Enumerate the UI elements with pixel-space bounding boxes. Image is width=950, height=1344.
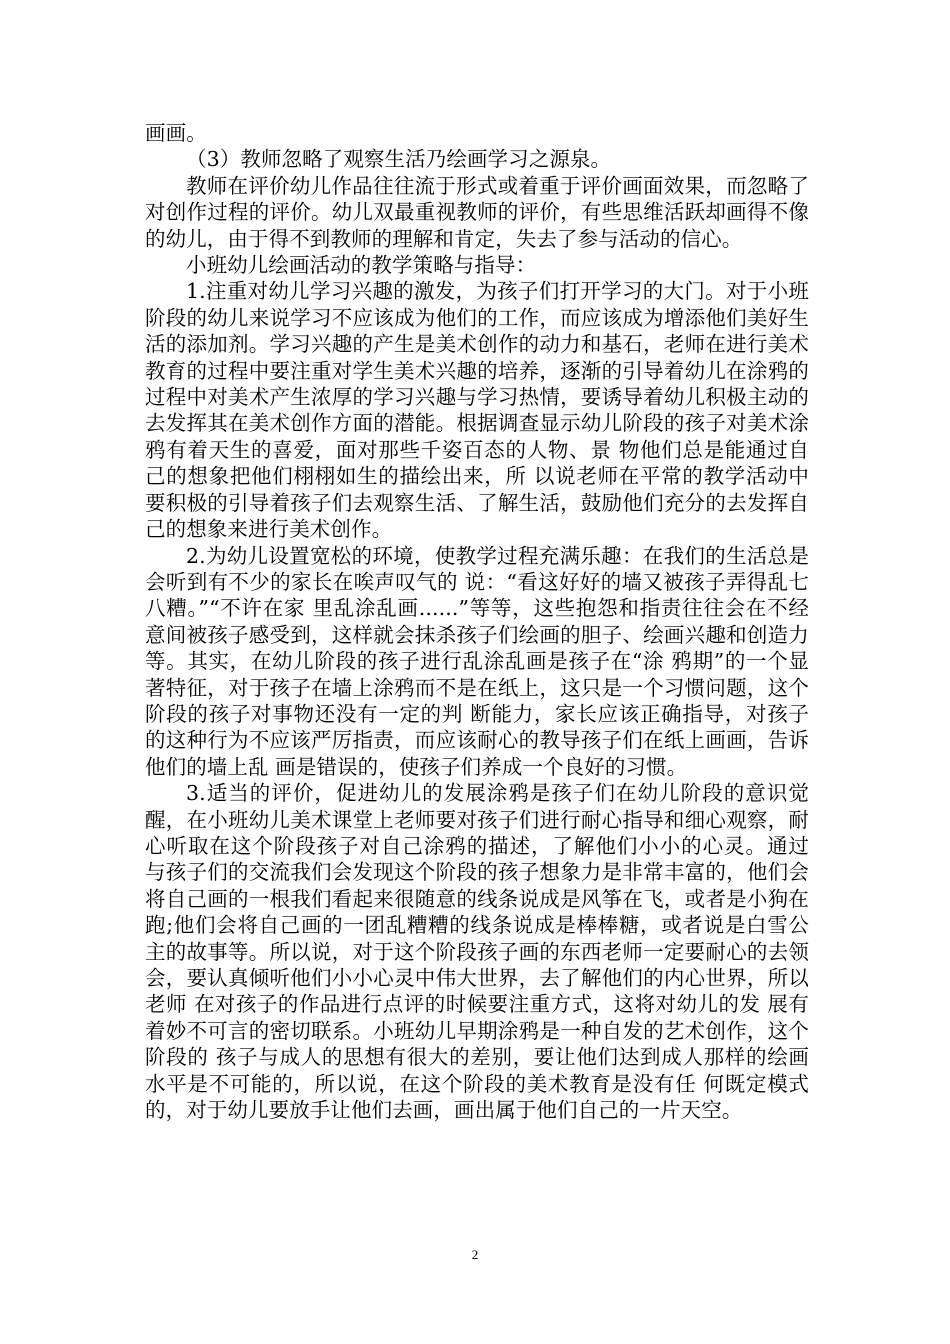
document-body bbox=[145, 120, 816, 1123]
paragraph-strategy-2: 2.为幼儿设置宽松的环境，使教学过程充满乐趣：在我们的生活总是会听到有不少的家长在唉声叹气的 说：“看这好好的墙又被孩子弄得乱七八糟。”“不许在家 里乱涂乱画......”等等，这些抱怨和指责往往会在不经意间被孩子感受到，这样就会抹杀孩子们绘画的胆子、绘画兴趣和创造力等。其实，在幼儿阶段的孩子进行乱涂乱画是孩子在“涂 鸦期”的一个显著特征，对于孩子在墙上涂鸦而不是在纸上，这只是一个习惯问题，这个阶段的孩子对事物还没有一定的判 断能力，家长应该正确指导，对孩子的这种行为不应该严厉指责，而应该耐心的教导孩子们在纸上画画，告诉他们的墙上乱 画是错误的，使孩子们养成一个良好的习惯。 bbox=[145, 543, 809, 779]
page-number: 2 bbox=[471, 1247, 479, 1262]
paragraph-strategy-3: 3.适当的评价，促进幼儿的发展涂鸦是孩子们在幼儿阶段的意识觉醒，在小班幼儿美术课堂上老师要对孩子们进行耐心指导和细心观察，耐心听取在这个阶段孩子对自己涂鸦的描述，了解他们小小的心灵。通过 与孩子们的交流我们会发现这个阶段的孩子想象力是非常丰富的，他们会将自己画的一根我们看起来很随意的线条说成是风筝在飞，或者是小狗在跑;他们会将自己画的一团乱糟糟的线条说成是棒棒糖，或者说是白雪公主的故事等。所以说，对于这个阶段孩子画的东西老师一定要耐心的去领会，要认真倾听他们小小心灵中伟大世界，去了解他们的内心世界，所以老师 在对孩子的作品进行点评的时候要注重方式，这将对幼儿的发 展有着妙不可言的密切联系。小班幼儿早期涂鸦是一种自发的艺术创作，这个阶段的 孩子与成人的思想有很大的差别，要让他们达到成人那样的绘画水平是不可能的，所以说，在这个阶段的美术教育是没有任 何既定模式的，对于幼儿要放手让他们去画，画出属于他们自己的一片天空。 bbox=[145, 781, 816, 1123]
paragraph-evaluation: 教师在评价幼儿作品往往流于形式或着重于评价画面效果，而忽略了对创作过程的评价。幼儿双最重视教师的评价，有些思维活跃却画得不像的幼儿，由于得不到教师的理解和肯定，失去了参与活动的信心。 bbox=[145, 173, 809, 251]
paragraph-strategy-1: 1.注重对幼儿学习兴趣的激发，为孩子们打开学习的大门。对于小班阶段的幼儿来说学习不应该成为他们的工作，而应该成为增添他们美好生活的添加剂。学习兴趣的产生是美术创作的动力和基石，老师在进行美术教育的过程中要注重对学生美术兴趣的培养，逐渐的引导着幼儿在涂鸦的过程中对美术产生浓厚的学习兴趣与学习热情，要诱导着幼儿积极主动的去发挥其在美术创作方面的潜能。根据调查显示幼儿阶段的孩子对美术涂鸦有着天生的喜爱，面对那些千姿百态的人物、景 物他们总是能通过自己的想象把他们栩栩如生的描绘出来，所 以说老师在平常的教学活动中要积极的引导着孩子们去观察生活、了解生活，鼓励他们充分的去发挥自己的想象来进行美术创作。 bbox=[145, 279, 809, 542]
section-heading-strategies: 小班幼儿绘画活动的教学策略与指导： bbox=[186, 253, 537, 278]
paragraph-point-3-heading: （3）教师忽略了观察生活乃绘画学习之源泉。 bbox=[186, 147, 612, 172]
paragraph-continuation: 画画。 bbox=[145, 121, 207, 145]
